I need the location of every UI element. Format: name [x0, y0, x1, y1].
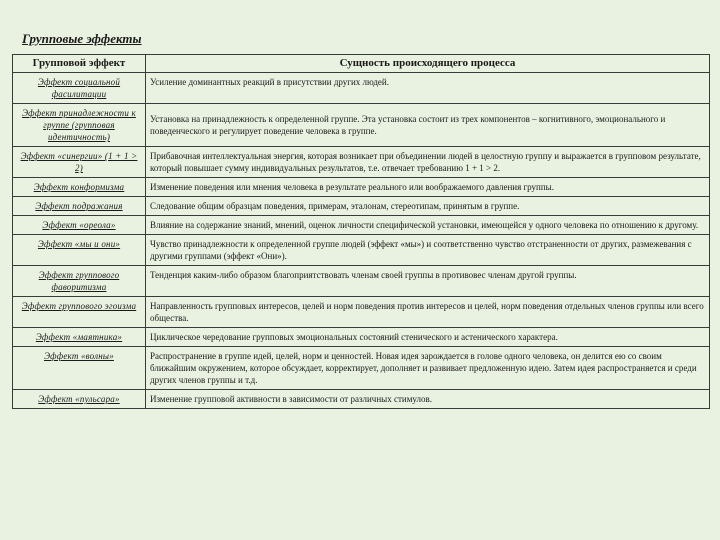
column-header-essence: Сущность происходящего процесса — [146, 55, 710, 73]
table-row — [13, 347, 710, 390]
effect-name-cell: Эффект «волны» — [13, 347, 146, 390]
table-header-row — [13, 55, 710, 73]
effect-description-cell: Влияние на содержание знаний, мнений, оценок личности специфической установки, имеющейся у одного человека по отношению к другому. — [146, 216, 710, 235]
table-row — [13, 178, 710, 197]
effect-name-cell: Эффект «пульсара» — [13, 390, 146, 409]
effect-name-cell: Эффект «маятника» — [13, 328, 146, 347]
table-row — [13, 216, 710, 235]
effect-name-cell: Эффект «ореола» — [13, 216, 146, 235]
table-row — [13, 390, 710, 409]
effect-description-cell: Тенденция каким-либо образом благоприятствовать членам своей группы в противовес членам другой группы. — [146, 266, 710, 297]
table-row — [13, 266, 710, 297]
effect-description-cell: Установка на принадлежность к определенной группе. Эта установка состоит из трех компонентов – когнитивного, эмоционального и поведенческого и регулирует поведение человека в группе. — [146, 104, 710, 147]
table-row — [13, 104, 710, 147]
group-effects-table — [12, 54, 710, 409]
page-title: Групповые эффекты — [22, 31, 142, 46]
effect-description-cell: Следование общим образцам поведения, примерам, эталонам, стереотипам, принятым в группе. — [146, 197, 710, 216]
column-header-effect: Групповой эффект — [13, 55, 146, 73]
effect-name-cell: Эффект группового эгоизма — [13, 297, 146, 328]
table-row — [13, 197, 710, 216]
effect-description-cell: Изменение поведения или мнения человека в результате реального или воображаемого давления группы. — [146, 178, 710, 197]
effect-name-cell: Эффект принадлежности к группе (групповая идентичность) — [13, 104, 146, 147]
effect-name-cell: Эффект «мы и они» — [13, 235, 146, 266]
effect-description-cell: Прибавочная интеллектуальная энергия, которая возникает при объединении людей в целостную группу и выражается в групповом результате, который повышает сумму индивидуальных результатов, т.е. отвечает требованию 1 + 1 > 2. — [146, 147, 710, 178]
table-row — [13, 73, 710, 104]
effect-description-cell: Направленность групповых интересов, целей и норм поведения против интересов и целей, норм поведения отдельных членов группы или всего общества. — [146, 297, 710, 328]
table-row — [13, 297, 710, 328]
effect-name-cell: Эффект группового фаворитизма — [13, 266, 146, 297]
effect-name-cell: Эффект «синергии» (1 + 1 > 2) — [13, 147, 146, 178]
effect-name-cell: Эффект социальной фасилитации — [13, 73, 146, 104]
effect-name-cell: Эффект конформизма — [13, 178, 146, 197]
effect-description-cell: Изменение групповой активности в зависимости от различных стимулов. — [146, 390, 710, 409]
effect-description-cell: Циклическое чередование групповых эмоциональных состояний стенического и астенического характера. — [146, 328, 710, 347]
effect-description-cell: Распространение в группе идей, целей, норм и ценностей. Новая идея зарождается в голове одного человека, он делится ею со своим ближайшим окружением, которое обсуждает, корректирует, дополняет и развивает предложенную идею. Затем идея распространяется и среди других членов группы и т.д. — [146, 347, 710, 390]
effect-description-cell: Усиление доминантных реакций в присутствии других людей. — [146, 73, 710, 104]
table-row — [13, 147, 710, 178]
effect-name-cell: Эффект подражания — [13, 197, 146, 216]
table-row — [13, 235, 710, 266]
table-row — [13, 328, 710, 347]
effect-description-cell: Чувство принадлежности к определенной группе людей (эффект «мы») и соответственно чувство отстраненности от других, размежевания с другими группами (эффект «Они»). — [146, 235, 710, 266]
